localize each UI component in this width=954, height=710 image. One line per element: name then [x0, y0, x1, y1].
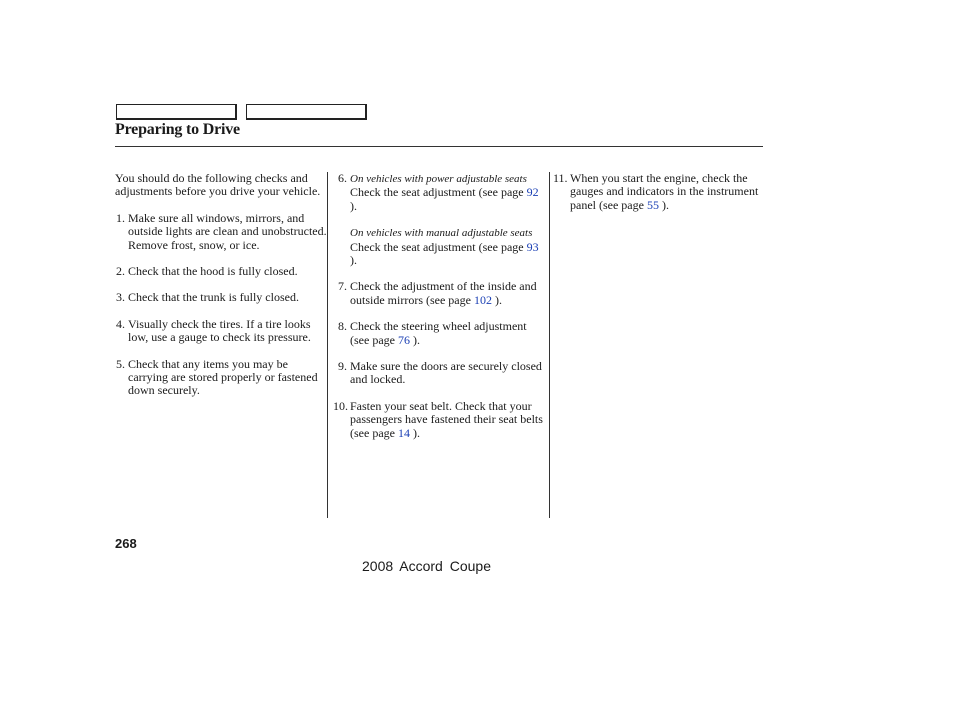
checklist-item-3 — [115, 291, 327, 304]
page-link-102[interactable]: 102 — [473, 292, 492, 307]
item-number: 7. — [338, 279, 350, 294]
item-text: Check that the hood is fully closed. — [128, 264, 298, 279]
item-text: Visually check the tires. If a tire looks low, use a gauge to check its pressure. — [128, 316, 311, 345]
item-number: 5. — [116, 356, 128, 371]
item-text: Check that any items you may be carrying are stored properly or fastened down securely. — [128, 356, 318, 398]
item-text: Check the seat adjustment (see page — [350, 185, 524, 200]
column-2 — [333, 172, 543, 453]
column-divider-2 — [549, 172, 550, 518]
close-paren: ). — [350, 253, 357, 268]
item-number: 11. — [553, 171, 571, 185]
page-link-92[interactable]: 92 — [526, 185, 539, 200]
checklist-item-5 — [115, 358, 327, 398]
checklist-item-10 — [333, 400, 543, 440]
checklist-item-7 — [333, 280, 543, 307]
item-text: Check the adjustment of the inside and outside mirrors (see page — [350, 279, 537, 307]
header-tab-box-right — [246, 104, 367, 120]
item-text: When you start the engine, check the gauges and indicators in the instrument panel (see page — [570, 171, 759, 212]
item-number: 8. — [338, 319, 350, 334]
checklist-item-4 — [115, 318, 327, 345]
header-tab-box-left — [116, 104, 237, 120]
checklist-item-11 — [553, 172, 763, 212]
close-paren: ). — [661, 197, 669, 212]
checklist-item-1 — [115, 212, 327, 252]
item-number: 3. — [116, 290, 128, 305]
manual-seat-label: On vehicles with manual adjustable seats — [350, 227, 533, 240]
item-text: Check the steering wheel adjustment (see page — [350, 319, 527, 347]
item-number: 9. — [338, 359, 350, 374]
checklist-item-9 — [333, 360, 543, 387]
power-seat-label: On vehicles with power adjustable seats — [350, 173, 527, 185]
item-text: Check that the trunk is fully closed. — [128, 290, 299, 305]
close-paren: ). — [412, 332, 420, 347]
title-divider — [115, 146, 763, 147]
page-link-55[interactable]: 55 — [646, 197, 659, 212]
column-3 — [553, 172, 763, 225]
item-text: Make sure the doors are securely closed and locked. — [350, 359, 542, 387]
page-number: 268 — [115, 536, 137, 551]
footer-model: 2008 Accord Coupe — [362, 558, 491, 574]
item-text: Fasten your seat belt. Check that your passengers have fastened their seat belts (see page — [350, 398, 543, 440]
intro-paragraph: You should do the following checks and adjustments before you drive your vehicle. — [115, 171, 321, 199]
checklist-item-6 — [333, 172, 543, 267]
item-number: 6. — [338, 171, 350, 185]
item-text: Make sure all windows, mirrors, and outside lights are clean and unobstructed. Remove frost, snow, or ice. — [128, 210, 327, 252]
page-link-14[interactable]: 14 — [397, 425, 410, 440]
close-paren: ). — [412, 425, 420, 440]
checklist-item-2 — [115, 265, 327, 278]
page-link-93[interactable]: 93 — [526, 239, 539, 254]
item-number: 10. — [333, 398, 351, 413]
item-number: 2. — [116, 264, 128, 279]
page-link-76[interactable]: 76 — [397, 332, 410, 347]
item-number: 4. — [116, 316, 128, 331]
column-1 — [115, 172, 327, 411]
close-paren: ). — [494, 292, 502, 307]
column-divider-1 — [327, 172, 328, 518]
checklist-item-8 — [333, 320, 543, 347]
close-paren: ). — [350, 198, 357, 213]
item-text: Check the seat adjustment (see page — [350, 239, 524, 254]
page-title: Preparing to Drive — [115, 121, 240, 138]
item-number: 1. — [116, 210, 128, 225]
